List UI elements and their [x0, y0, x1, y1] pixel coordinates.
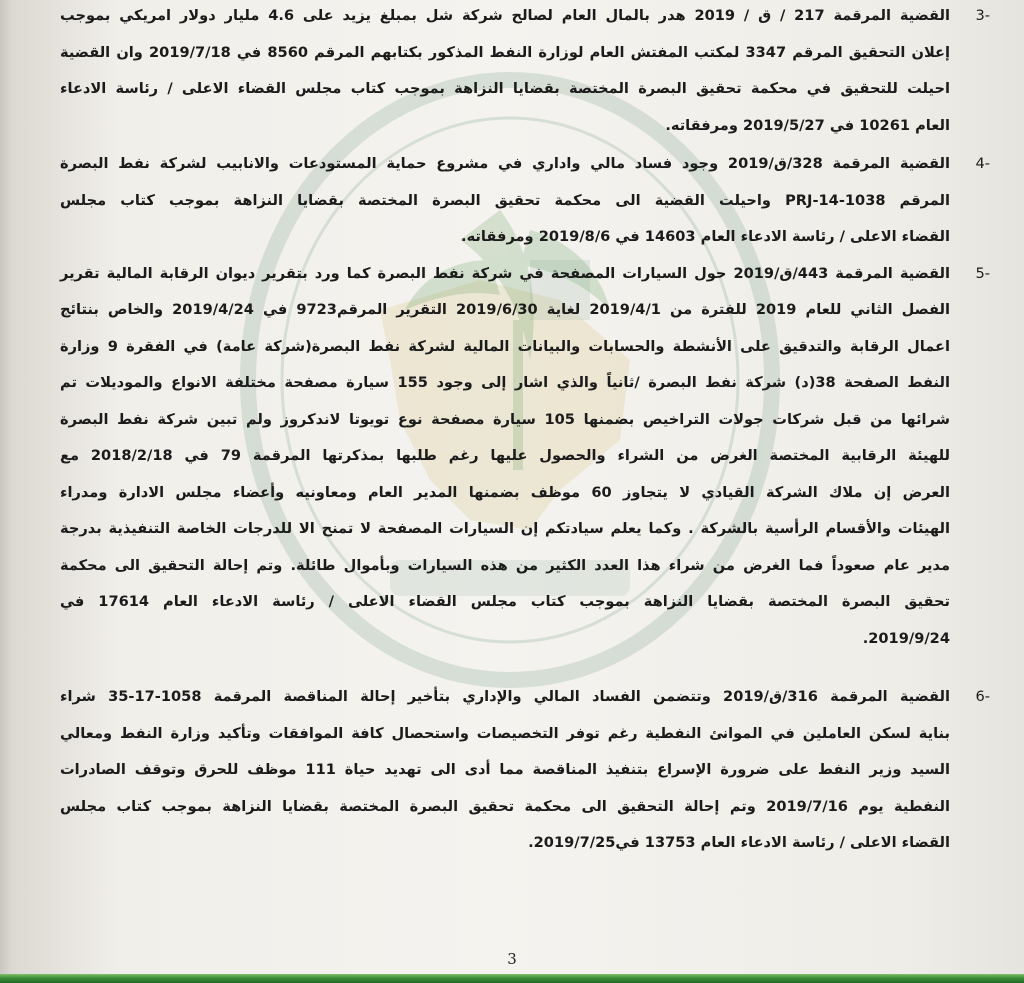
document-body	[60, 0, 990, 862]
footer-band	[0, 974, 1024, 983]
spacer	[60, 657, 950, 679]
item-line: العرض إن ملاك الشركة القيادي لا يتجاوز 60 موظف بضمنها المدير العام ومعاونيه وأعضاء مجلس الادارة ومدراء	[60, 483, 950, 501]
item-line: المرقم PRJ-14-1038 واحيلت القضية الى محكمة تحقيق البصرة المختصة بقضايا النزاهة بموجب كتاب مجلس	[60, 191, 950, 209]
item-line: شرائها من قبل شركات جولات التراخيص بضمنها 105 سيارة مصفحة نوع تويوتا لاندكروز ولم تبين شركة نفط البصرة	[60, 410, 950, 428]
case-item-3	[60, 0, 990, 144]
item-line: مدير عام صعوداً فما الغرض من شراء هذا العدد الكثير من هذه السيارات وبأموال طائلة. وتم إحالة التحقيق الى محكمة	[60, 556, 950, 574]
item-line: للهيئة الرقابية المختصة الغرض من الشراء والحصول عليها رغم طلبها بمذكرتها المرقمة 79 في 2018/2/18 مع	[60, 447, 951, 464]
item-line: القضية المرقمة 443/ق/2019 حول السيارات المصفحة في شركة نفط البصرة كما ورد بتقرير ديوان الرقابة المالية تقرير	[60, 264, 950, 282]
item-line: النفط الصفحة 38(د) شركة نفط البصرة /ثانياً والذي اشار إلى وجود 155 سيارة مصفحة مختلفة الانواع والموديلات تم	[60, 374, 950, 391]
item-line: إعلان التحقيق المرقم 3347 لمكتب المفتش العام لوزارة النفط المذكور بكتابهم المرقم 8560 في 2019/7/18 وان القضية	[60, 43, 950, 61]
item-line: الفصل الثاني للعام 2019 للفترة من 2019/4/1 لغاية 2019/6/30 التقرير المرقم9723 في 2019/4/24 والخاص بنتائج	[60, 301, 951, 318]
item-number: 4-	[975, 155, 990, 172]
page-number: 3	[507, 950, 517, 968]
item-line: بناية لسكن العاملين في الموانئ النفطية رغم توفر التخصيصات واستحصال كافة الموافقات وتأكيد وزارة النفط ومعالي	[60, 724, 950, 742]
item-number: 3-	[975, 7, 990, 24]
item-line: تحقيق البصرة المختصة بقضايا النزاهة بموجب كتاب مجلس القضاء الاعلى / رئاسة الادعاء العام 17614 في	[60, 593, 950, 610]
item-line: القضية المرقمة 217 / ق / 2019 هدر بالمال العام لصالح شركة شل بمبلغ يزيد على 4.6 مليار دولار امريكي بموجب	[60, 7, 951, 24]
item-line: العام 10261 في 2019/5/27 ومرفقاته.	[665, 116, 950, 134]
item-line: النفطية يوم 2019/7/16 وتم إحالة التحقيق الى محكمة تحقيق البصرة المختصة بقضايا النزاهة بموجب كتاب مجلس	[60, 797, 950, 815]
item-line: السيد وزير النفط على ضرورة الإسراع بتنفيذ المناقصة مما أدى الى تهديد حياة 111 موظف للحرق وتوقف الصادرات	[60, 761, 950, 778]
item-line: احيلت للتحقيق في محكمة تحقيق البصرة المختصة بقضايا النزاهة بموجب كتاب مجلس القضاء الاعلى / رئاسة الادعاء	[60, 80, 950, 97]
item-line: القضاء الاعلى / رئاسة الادعاء العام 13753 في2019/7/25.	[528, 834, 950, 851]
case-item-4	[60, 146, 990, 256]
item-line: القضاء الاعلى / رئاسة الادعاء العام 14603 في 2019/8/6 ومرفقاته.	[461, 228, 950, 245]
item-line: القضية المرقمة 328/ق/2019 وجود فساد مالي واداري في مشروع حماية المستودعات والانابيب لشركة نفط البصرة	[60, 155, 950, 172]
case-item-5	[60, 256, 990, 658]
item-number: 5-	[975, 264, 990, 282]
item-line: 2019/9/24.	[862, 629, 950, 647]
item-line: اعمال الرقابة والتدقيق على الأنشطة والحسابات والبيانات المالية لشركة نفط البصرة(شركة عامة) في الفقرة 9 وزارة	[60, 337, 950, 355]
case-item-6	[60, 679, 990, 862]
item-line: القضية المرقمة 316/ق/2019 وتتضمن الفساد المالي والإداري بتأخير إحالة المناقصة المرقمة 1058-17-35 شراء	[60, 688, 950, 705]
item-number: 6-	[975, 688, 990, 705]
item-line: الهيئات والأقسام الرأسية بالشركة . وكما يعلم سيادتكم إن السيارات المصفحة لا تمنح الا للدرجات الخاصة التنفيذية بدرجة	[60, 520, 950, 537]
